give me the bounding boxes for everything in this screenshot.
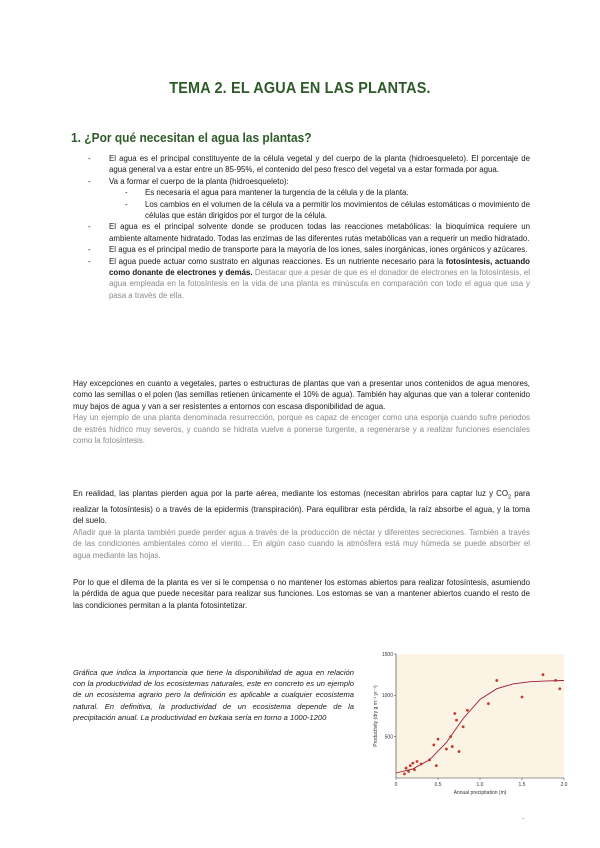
data-point xyxy=(521,696,524,699)
data-point xyxy=(405,767,408,770)
paragraph-text: Hay excepciones en cuanto a vegetales, partes o estructuras de plantas que van a presentar unos contenidos de agua menores, como las semillas o el polen (las semillas retienen únicamente el 10% de agua). También hay algunas que van a tolerar contenido muy bajos de agua y van a ser resistentes a entornos con escasa disponibilidad de agua. xyxy=(73,379,530,411)
data-point xyxy=(409,764,412,767)
bullet-item: - El agua es el principal solvente donde se producen todas las reacciones metabólicas: la bioquímica requiere un ambiente altamente hidratado. Todas las enzimas de las diferentes rutas metabólicas van a requerir un medio hidratado. xyxy=(88,221,530,244)
x-tick-label: 0.5 xyxy=(434,782,442,788)
section-heading: 1. ¿Por qué necesitan el agua las plantas? xyxy=(71,130,312,145)
sub-bullet-item: - Es necesaria el agua para mantener la turgencia de la célula y de la planta. xyxy=(88,187,530,198)
bullet-list xyxy=(88,153,530,301)
x-tick-label: 1.0 xyxy=(476,782,484,788)
paragraph-note: Añadir que la planta también puede perder agua a través de la producción de néctar y diferentes secreciones. También a través de las condiciones ambientales como el viento… En algún caso cuando la atmósfera está muy húmeda se puede absorber el agua mediante las hojas. xyxy=(73,527,530,560)
bullet-item: - El agua es el principal constituyente de la célula vegetal y del cuerpo de la planta (hidroesqueleto). El porcentaje de agua general va a estar entre un 85-95%, el contenido del peso fresco del vegetal va a estar formada por agua. xyxy=(88,153,530,176)
x-tick-label: 1.5 xyxy=(518,782,526,788)
data-point xyxy=(403,772,406,775)
x-tick-label: 2.0 xyxy=(560,782,568,788)
data-point xyxy=(455,719,458,722)
co2-subscript: 2 xyxy=(508,494,512,501)
chart-caption: Gráfica que indica la importancia que tiene la disponibilidad de agua en relación con la productividad de los ecosistemas naturales, este en concreto es un ejemplo de un ecosistema agrario pero la definición es aplicable a cualquier ecosistema natural. En definitiva, la productividad de un ecosistema depende de la precipitación anual. La productividad en bizkaia sería en torno a 1000-1200 xyxy=(73,668,354,722)
productivity-chart xyxy=(368,648,574,798)
data-point xyxy=(558,687,561,690)
data-point xyxy=(432,744,435,747)
x-tick-label: 0 xyxy=(394,782,398,788)
data-point xyxy=(411,762,414,765)
data-point xyxy=(435,764,438,767)
data-point xyxy=(554,679,557,682)
x-axis-label: Annual precipitation (m) xyxy=(453,790,507,796)
data-point xyxy=(495,679,498,682)
bullet-text: El agua puede actuar como sustrato en algunas reacciones. Es un nutriente necesario para la xyxy=(109,256,446,266)
bullet-item: - El agua es el principal medio de transporte para la mayoría de los iones, sales inorgánicas, iones orgánicos y azúcares. xyxy=(88,244,530,255)
data-point xyxy=(462,725,465,728)
paragraph-text: En realidad, las plantas pierden agua por la parte aérea, mediante los estomas (necesitan abrirlos para captar luz y CO xyxy=(73,489,508,498)
paragraph-exceptions xyxy=(73,378,530,446)
data-point xyxy=(428,758,431,761)
page-marker: . xyxy=(522,812,525,821)
data-point xyxy=(416,760,419,763)
data-point xyxy=(437,738,440,741)
paragraph-dilemma: Por lo que el dilema de la planta es ver si le compensa o no mantener los estomas abiertos para realizar fotosíntesis, asumiendo la pérdida de agua que puede necesitar para realizar sus funciones. Los estomas se van a mantener abiertos cuando el resto de las condiciones permitan a la planta fotosintetizar. xyxy=(73,578,530,610)
data-point xyxy=(413,768,416,771)
data-point xyxy=(420,763,423,766)
data-point xyxy=(445,748,448,751)
data-point xyxy=(407,770,410,773)
data-point xyxy=(542,673,545,676)
data-point xyxy=(451,745,454,748)
bullet-item: - Va a formar el cuerpo de la planta (hidroesqueleto): xyxy=(88,176,530,187)
page-title: TEMA 2. EL AGUA EN LAS PLANTAS. xyxy=(169,80,431,97)
bullet-note: Destacar que a pesar de que es el donador de electrones en la fotosíntesis, el agua empleada en la fotosíntesis en la vida de una planta es minúscula en comparación con todo el agua que usa y pasa a través de ella. xyxy=(109,268,530,300)
data-point xyxy=(458,750,461,753)
plot-area xyxy=(396,654,564,778)
y-tick-label: 500 xyxy=(384,734,393,741)
paragraph-text: para realizar la fotosíntesis) o a través de la epidermis (transpiración). Para equilibrar esta pérdida, la raíz absorbe el agua, y la toma del suelo. xyxy=(73,489,530,526)
sub-bullet-item: - Los cambios en el volumen de la célula va a permitir los movimientos de células estomáticas o movimiento de células que están dirigidos por el turgor de la célula. xyxy=(88,199,530,222)
paragraph-water-loss xyxy=(73,488,530,561)
y-tick-label: 1500 xyxy=(381,651,393,658)
bullet-bold-text: fotosíntesis, actuando como donante de electrones y demás. xyxy=(109,256,530,278)
data-point xyxy=(487,702,490,705)
data-point xyxy=(453,712,456,715)
data-point xyxy=(466,709,469,712)
paragraph-note: Hay un ejemplo de una planta denominada resurrección, porque es capaz de encoger como una esponja cuando sufre periodos de estrés hídrico muy severos, y cuando se hidrata vuelve a ponerse turgente, a regenerarse y a realizar funciones esenciales como la fotosíntesis. xyxy=(73,413,530,446)
bullet-item xyxy=(88,256,530,302)
y-axis-label: Productivity (dry g m⁻² yr⁻¹) xyxy=(373,685,379,747)
y-tick-label: 1000 xyxy=(381,693,393,700)
data-point xyxy=(449,735,452,738)
